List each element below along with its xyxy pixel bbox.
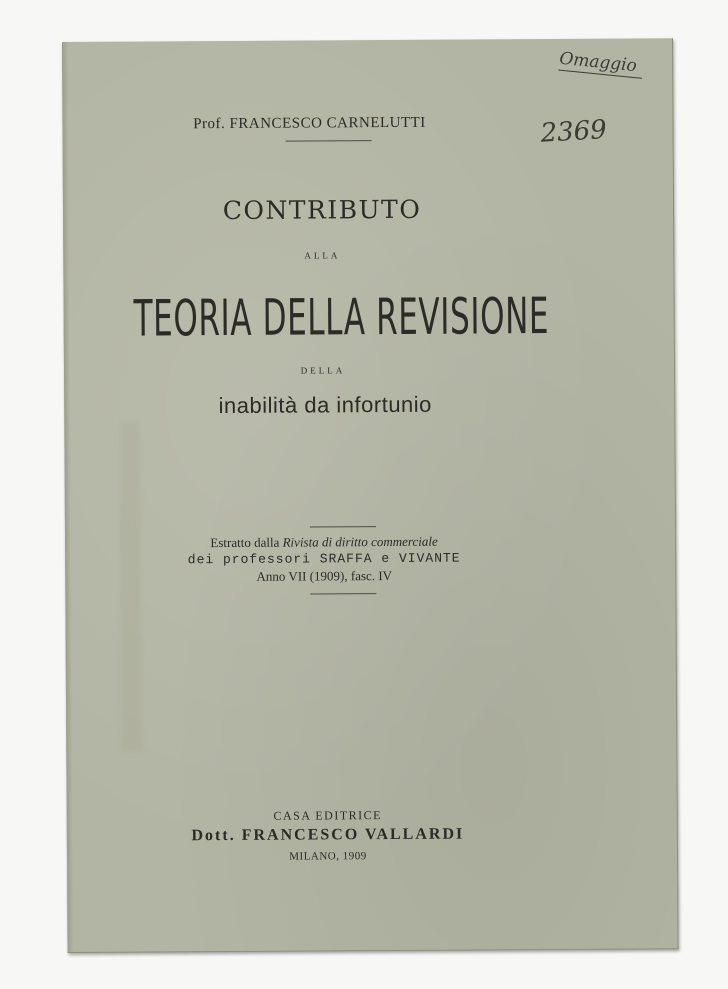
author-divider: [286, 140, 372, 142]
paper-stain: [119, 422, 141, 752]
extract-journal: Rivista di diritto commerciale: [282, 533, 438, 550]
title-contributo: CONTRIBUTO: [222, 194, 422, 226]
title-main: TEORIA DELLA REVISIONE: [133, 287, 550, 348]
connector-alla: ALLA: [304, 250, 341, 261]
handwritten-number: 2369: [539, 114, 608, 149]
extract-bottom-rule: [310, 593, 376, 594]
publisher-place: MILANO, 1909: [289, 850, 367, 863]
author-line: Prof. FRANCESCO CARNELUTTI: [193, 114, 426, 133]
extract-top-rule: [310, 526, 376, 527]
publisher-name: Dott. FRANCESCO VALLARDI: [191, 825, 465, 845]
subtitle: inabilità da infortunio: [218, 391, 432, 419]
connector-della: DELLA: [300, 365, 346, 376]
extract-prefix: Estratto dalla: [210, 534, 280, 551]
publisher-label: CASA EDITRICE: [273, 808, 383, 823]
booklet-cover: [62, 38, 679, 953]
handwritten-dedication: Omaggio: [558, 49, 643, 79]
extract-issue: Anno VII (1909), fasc. IV: [256, 567, 393, 584]
extract-authors: dei professori SRAFFA e VIVANTE: [187, 550, 461, 568]
